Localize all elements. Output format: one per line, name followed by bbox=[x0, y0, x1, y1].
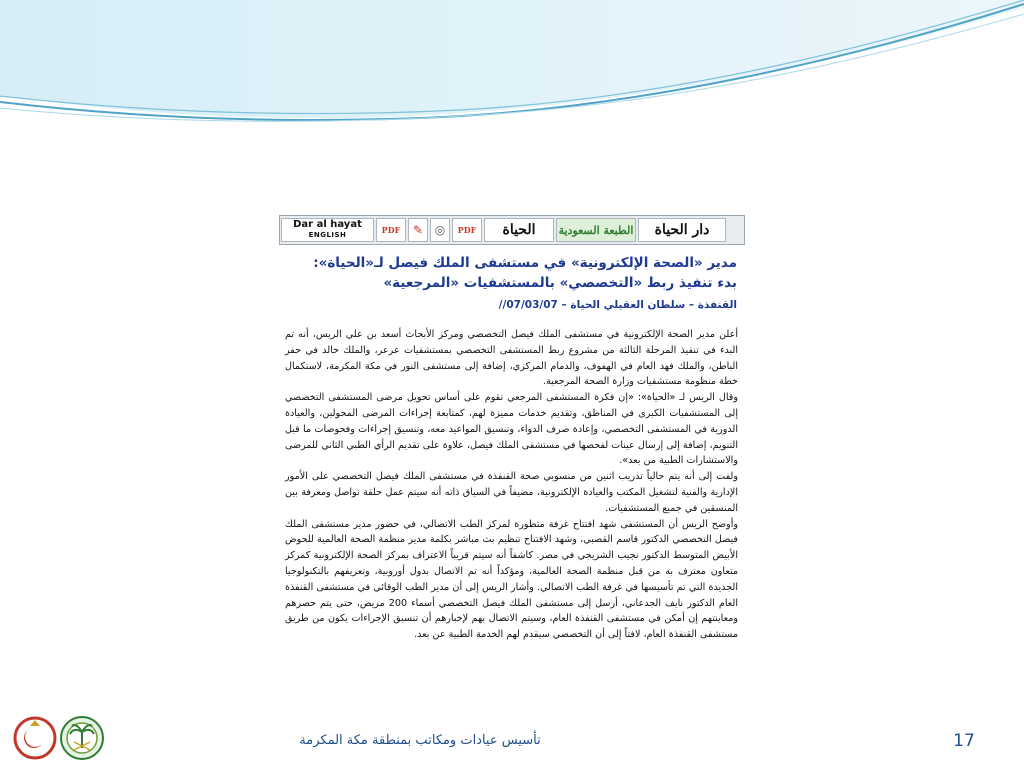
article-paragraph: وقال الريس لـ «الحياة»: «إن فكرة المستشفى المرجعي تقوم على أساس تحويل مرضى المستشفى التخصصي إلى المستشفيات الكبرى في المناطق، وتقديم خدمات مميزة لهم، كمتابعة إجراءات المرضى المحولين، والعيادة الدورية في المستشفى التخصصي، وإعادة صرف الدواء، وتنسيق المواعيد معه، وتنسيق إجراءات وفحوصات ما قبل التنويم، إضافة إلى إرسال عينات لفحصها في مستشفى الملك فيصل، علاوة على تقديم الرأي الطبي الثاني للمرضى والاستشارات الطبية من بعد». bbox=[285, 392, 738, 467]
page-number: 17 bbox=[953, 731, 975, 751]
newspaper-banner bbox=[279, 215, 745, 245]
english-subtitle: ENGLISH bbox=[308, 231, 347, 239]
article-paragraph: ولفت إلى أنه يتم حالياً تدريب اثنين من منسوبي صحة القنفذة في مستشفى الملك فيصل التخصصي على الأمور الإدارية والفنية لتشغيل المكتب والعيادة الإلكترونية، مضيفاً في السياق ذاته أنه سيتم عمل حلقة تواصل ومعرفة بين المنسقين في جميع المستشفيات. bbox=[285, 471, 738, 514]
article-byline: القنفذة – سلطان العقيلي الحياة – 07/03/07// bbox=[498, 299, 737, 311]
english-edition-link[interactable] bbox=[281, 218, 374, 242]
article-body bbox=[285, 327, 738, 643]
article-paragraph: وأوضح الريس أن المستشفى شهد افتتاح غرفة متطورة لمركز الطب الاتصالي، في حضور مدير مستشفى الملك فيصل التخصصي الدكتور قاسم القصبي، وشهد الافتتاح تنظيم بث مباشر بكلمة مدير منظمة الصحة العالمية للحوض الأبيض المتوسط الدكتور نجيب الشريجي في مصر. كاشفاً أنه سيتم قريباً الاعتراف بمركز الصحة الإلكترونية كمركز متعاون معترف به من قبل منظمة الصحة العالمية، ومؤكداً أنه تم الاتصال بدول أوروبية، وتعريفهم بالتكنولوجيا الجديدة التي تم تأسيسها في غرفة الطب الاتصالي. وأشار الريس إلى أن مدير الطب الوقائي في مستشفى القنفذة العام الدكتور نايف الجدعاني، أرسل إلى مستشفى الملك فيصل التخصصي أسماء 200 مريض، حتى يتم حصرهم ومعاينتهم إن أمكن في مستشفى القنفذة العام، وسيتم الاتصال بهم لإخبارهم أن تنسيق الإجراءات يكون من طريق مستشفى القنفذة العام، لافتاً إلى أن التخصصي سيقدم لهم الخدمة الطبية عن بعد. bbox=[285, 518, 738, 641]
ministry-logos bbox=[8, 710, 108, 766]
article-paragraph: أعلن مدير الصحة الإلكترونية في مستشفى الملك فيصل التخصصي ومركز الأبحاث أسعد بن علي الريس، أنه تم البدء في تنفيذ المرحلة الثالثة من مشروع ربط المستشفى التخصصي بمستشفيات عرعر، والملك خالد في حفر الباطن، والملك فهد العام في الهفوف، والدمام المركزي، إضافة إلى مستشفى النور في مكة المكرمة، لاستكمال خطة منظومة مستشفيات وزارة الصحة المرجعية. bbox=[285, 329, 738, 388]
pdf-icon-2[interactable]: PDF bbox=[452, 218, 482, 242]
pdf-icon[interactable]: PDF bbox=[376, 218, 406, 242]
slide-caption: تأسيس عيادات ومكاتب بمنطقة مكة المكرمة bbox=[299, 733, 541, 748]
palm-seal-emblem-icon bbox=[61, 717, 103, 759]
alhayat-logo: الحياة bbox=[484, 218, 554, 242]
header-swoosh-decoration bbox=[0, 0, 1024, 140]
dar-alhayat-logo: دار الحياة bbox=[638, 218, 726, 242]
saudi-edition-tab[interactable]: الطبعة السعودية bbox=[556, 218, 636, 242]
article-headline: مدير «الصحة الإلكترونية» في مستشفى الملك فيصل لـ«الحياة»: بدء تنفيذ ربط «التخصصي» بالمستشفيات «المرجعية» bbox=[313, 255, 737, 291]
circle-logo-icon: ◎ bbox=[430, 218, 450, 242]
red-crescent-emblem-icon bbox=[15, 718, 55, 758]
english-title: Dar al hayat bbox=[293, 219, 362, 230]
red-ribbon-icon[interactable]: ✎ bbox=[408, 218, 428, 242]
newspaper-clipping bbox=[279, 215, 745, 709]
